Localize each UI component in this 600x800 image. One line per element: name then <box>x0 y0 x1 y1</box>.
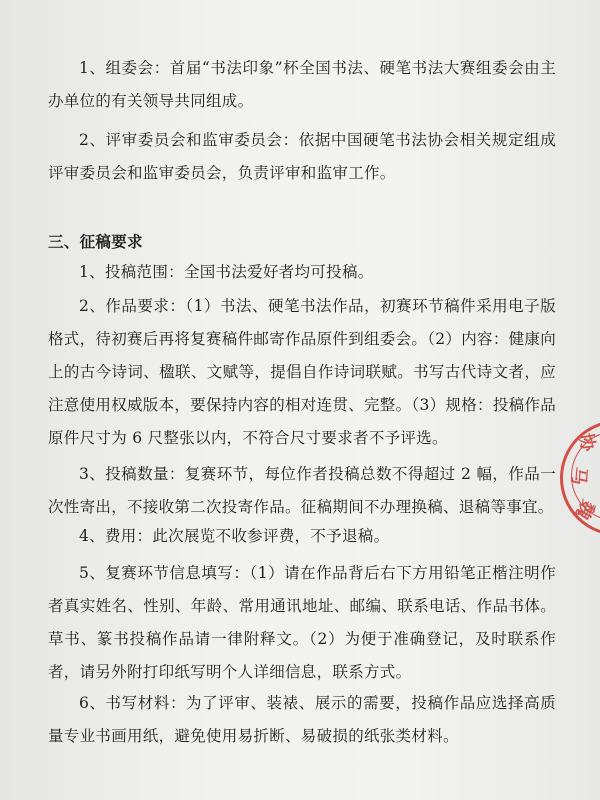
seal-char-1: 协 <box>574 431 599 453</box>
seal-char-3: 魏 <box>571 496 599 523</box>
paragraph-work-requirements: 2、作品要求：（1）书法、硬笔书法作品，初赛环节稿件采用电子版格式，待初赛后再将复赛稿件邮寄作品原件到组委会。（2）内容：健康向上的古今诗词、楹联、文赋等，提倡自作诗词联赋。书写古代诗文者，应注意使用权威版本，要保持内容的相对连贯、完整。（3）规格：投稿作品原件尺寸为 6 尺整张以内，不符合尺寸要求者不予评选。 <box>48 297 557 447</box>
red-seal-stamp <box>560 420 600 536</box>
seal-char-2: 马 <box>567 465 590 486</box>
paragraph-submission-quantity: 3、投稿数量：复赛环节，每位作者投稿总数不得超过 2 幅，作品一次性寄出，不接收第二次投寄作品。征稿期间不办理换稿、退稿等事宜。 <box>48 465 556 516</box>
section-heading-submission-requirements: 三、征稿要求 <box>48 232 143 251</box>
paragraph-review-committee: 2、评审委员会和监审委员会：依据中国硬笔书法协会相关规定组成评审委员会和监审委员会，负责评审和监审工作。 <box>48 131 556 182</box>
paragraph-submission-scope: 1、投稿范围：全国书法爱好者均可投稿。 <box>79 263 374 281</box>
paragraph-fees: 4、费用：此次展览不收参评费，不予退稿。 <box>79 527 390 545</box>
paragraph-organizing-committee: 1、组委会：首届“书法印象”杯全国书法、硬笔书法大赛组委会由主办单位的有关领导共同组成。 <box>48 59 556 110</box>
paragraph-writing-materials: 6、书写材料：为了评审、装裱、展示的需要，投稿作品应选择高质量专业书画用纸，避免使用易折断、易破损的纸张类材料。 <box>48 694 556 745</box>
paragraph-info-filling: 5、复赛环节信息填写：（1）请在作品背后右下方用铅笔正楷注明作者真实姓名、性别、年龄、常用通讯地址、邮编、联系电话、作品书体。草书、篆书投稿作品请一律附释文。（2）为便于准确登记，及时联系作者，请另外附打印纸写明个人详细信息，联系方式。 <box>48 564 556 681</box>
